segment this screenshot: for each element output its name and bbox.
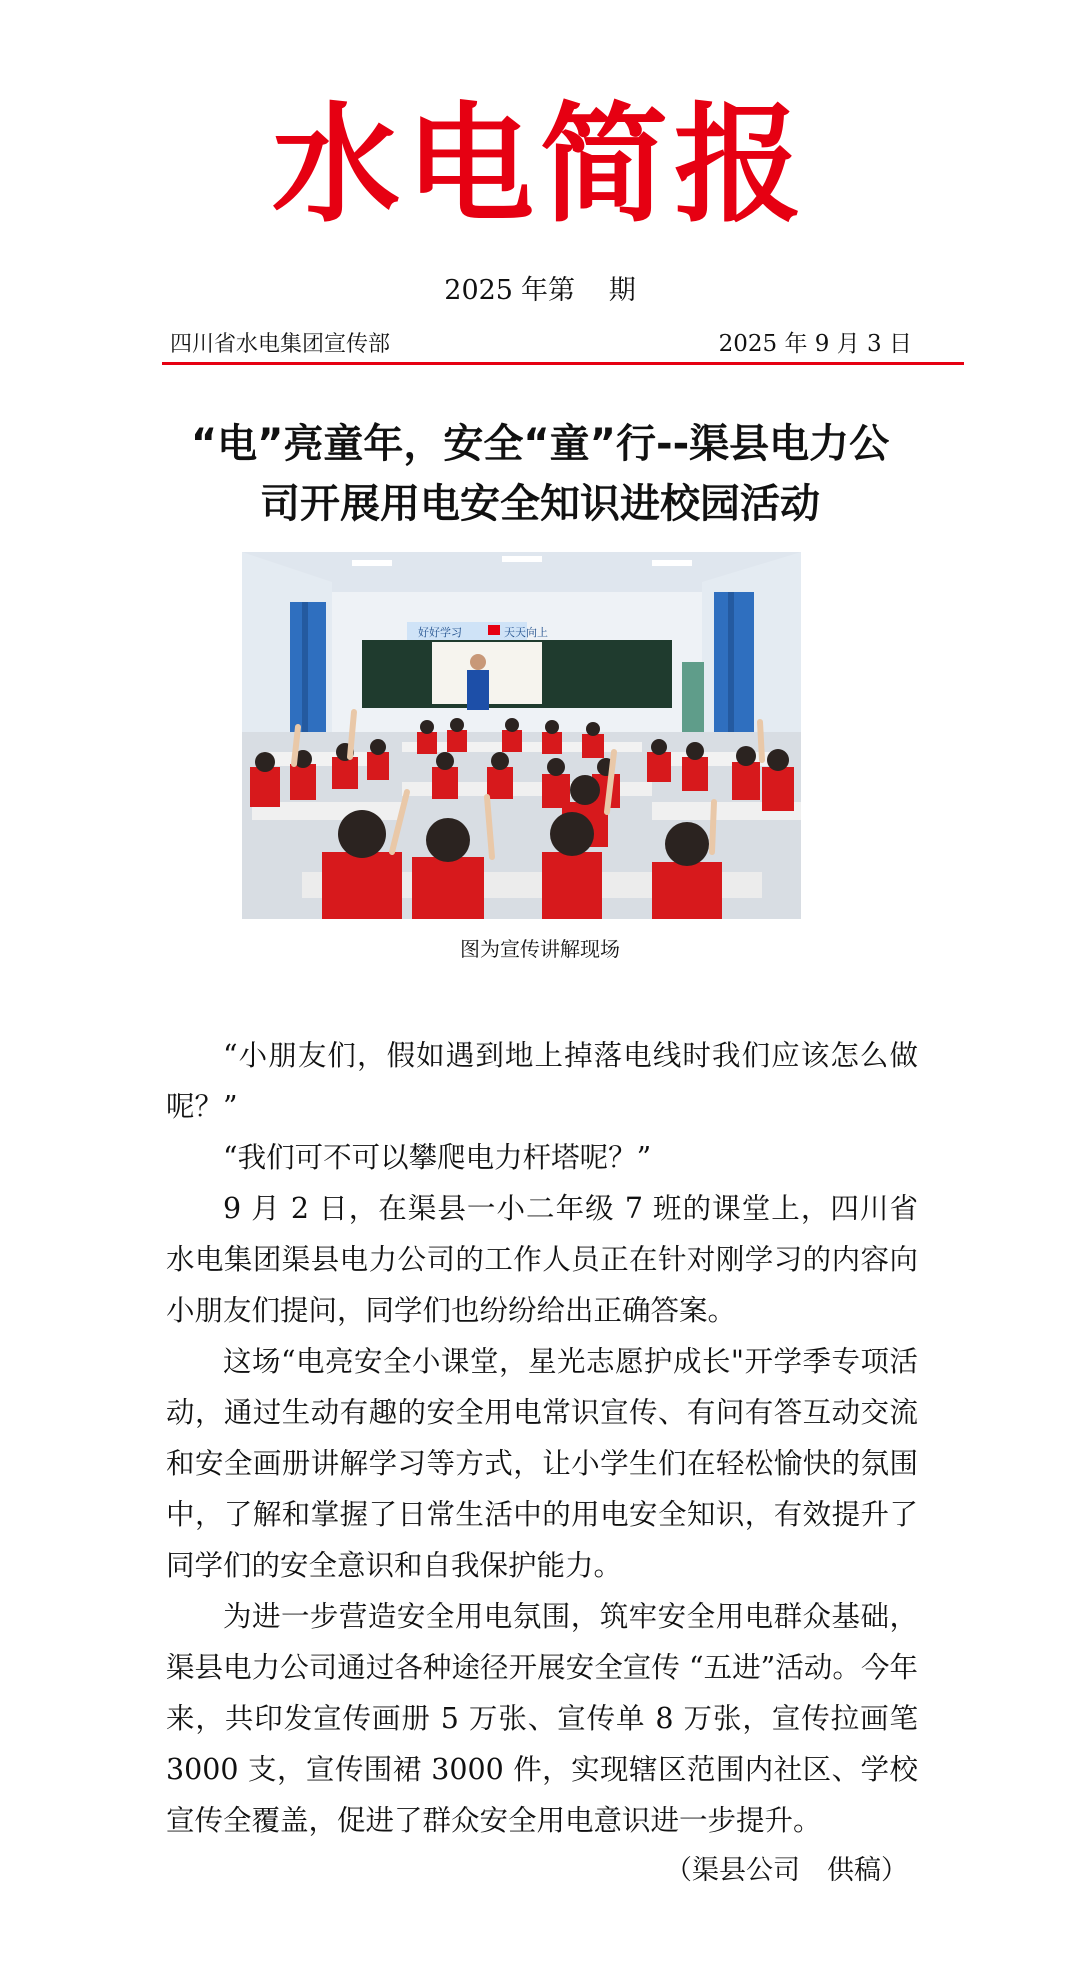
article-body bbox=[166, 1030, 918, 1846]
paragraph: “我们可不可以攀爬电力杆塔呢？” bbox=[223, 1141, 652, 1174]
article-signoff: （渠县公司 供稿） bbox=[665, 1855, 908, 1886]
photo-banner-right: 天天向上 bbox=[504, 626, 548, 639]
issue-period: 期 bbox=[608, 275, 636, 306]
paragraph: 9 月 2 日，在渠县一小二年级 7 班的课堂上，四川省水电集团渠县电力公司的工作人员正在针对刚学习的内容向小朋友们提问，同学们也纷纷给出正确答案。 bbox=[166, 1192, 918, 1327]
paragraph: 为进一步营造安全用电氛围，筑牢安全用电群众基础，渠县电力公司通过各种途径开展安全宣传 “五进”活动。今年来，共印发宣传画册 5 万张、宣传单 8 万张，宣传拉画笔 3000 支，宣传围裙 3000 件，实现辖区范围内社区、学校宣传全覆盖，促进了群众安全用电意识进一步提升。 bbox=[166, 1600, 918, 1837]
classroom-photo bbox=[242, 552, 801, 919]
publisher: 四川省水电集团宣传部 bbox=[170, 332, 391, 357]
paragraph: “小朋友们，假如遇到地上掉落电线时我们应该怎么做呢？” bbox=[166, 1039, 918, 1123]
paragraph: 这场“电亮安全小课堂，星光志愿护成长"开学季专项活动，通过生动有趣的安全用电常识宣传、有问有答互动交流和安全画册讲解学习等方式，让小学生们在轻松愉快的氛围中，了解和掌握了日常生活中的用电安全知识，有效提升了同学们的安全意识和自我保护能力。 bbox=[166, 1345, 918, 1582]
issue-number bbox=[0, 268, 1080, 307]
photo-banner-left: 好好学习 bbox=[418, 626, 462, 639]
headline-line-1: “电”亮童年，安全“童”行--渠县电力公 bbox=[190, 421, 890, 467]
photo-caption: 图为宣传讲解现场 bbox=[460, 937, 620, 961]
headline-line-2: 司开展用电安全知识进校园活动 bbox=[260, 481, 820, 527]
newsletter-masthead-title: 水电简报 bbox=[271, 90, 808, 240]
publish-date: 2025 年 9 月 3 日 bbox=[718, 331, 912, 357]
issue-year: 2025 bbox=[444, 275, 513, 306]
article-headline bbox=[150, 414, 930, 534]
issue-year-suffix: 年第 bbox=[520, 275, 575, 306]
header-divider bbox=[162, 362, 964, 365]
